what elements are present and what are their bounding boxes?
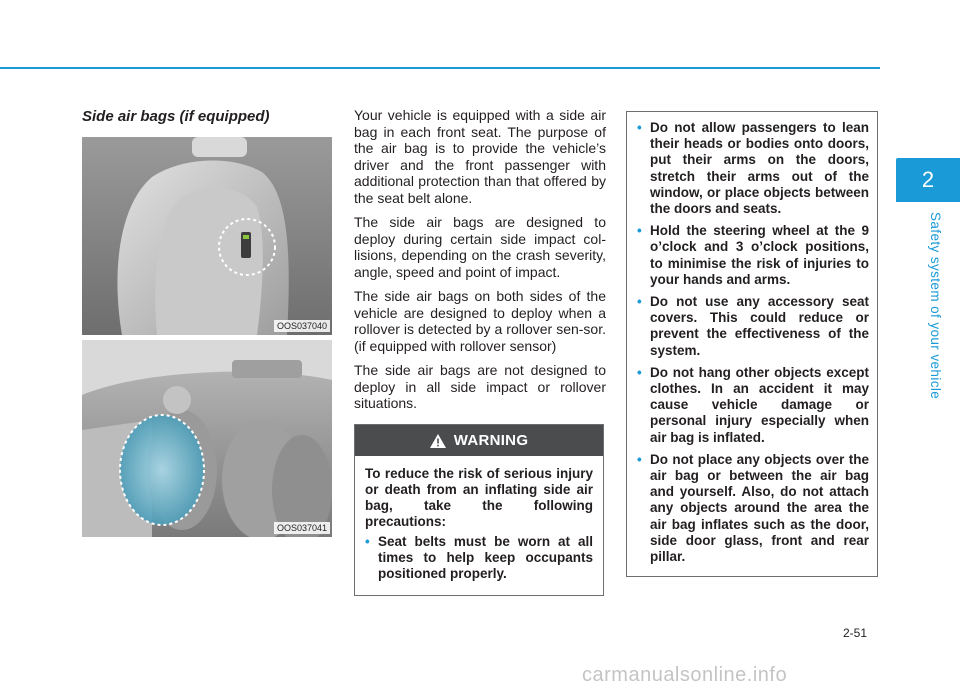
paragraph: Your vehicle is equipped with a side air bag in each front seat. The purpose of the air bag is to provide the vehicle’s driver and the front passenger with additional protection than that offered by the seat belt alone.	[354, 107, 606, 206]
paragraph: The side air bags on both sides of the vehicle are designed to deploy when a rollover is detected by a rollover sen-sor. (if equipped with rollover sensor)	[354, 288, 606, 354]
bullet-text: Do not use any accessory seat covers. This could reduce or prevent the effectiveness of the system.	[650, 294, 869, 358]
bullet-text: Hold the steering wheel at the 9 o’clock and 3 o’clock positions, to minimise the risk of injuries to your hands and arms.	[650, 223, 869, 287]
body-text	[354, 107, 606, 420]
bullet-icon: •	[637, 294, 642, 310]
list-item	[365, 534, 593, 582]
list-item	[637, 120, 869, 217]
bullet-icon: •	[637, 364, 642, 380]
warning-title: WARNING	[453, 432, 529, 449]
warning-header	[355, 425, 603, 456]
bullet-icon: •	[365, 534, 370, 549]
bullet-text: Do not allow passengers to lean their heads or bodies onto doors, put their arms on the doors, stretch their arms out of the window, or place objects between the doors and seats.	[650, 120, 869, 217]
bullet-icon: •	[637, 451, 642, 467]
warning-icon	[430, 434, 446, 448]
bullet-text: Do not hang other objects except clothes. In an accident it may cause vehicle damage or personal injury especially when air bag is inflated.	[650, 364, 869, 445]
list-item	[637, 294, 869, 359]
list-item	[637, 223, 869, 288]
warning-bullets	[365, 534, 593, 582]
warning-box	[354, 424, 604, 596]
bullet-icon: •	[637, 223, 642, 239]
precautions-box	[626, 111, 878, 577]
chapter-title: Safety system of your vehicle	[928, 212, 943, 400]
warning-body	[355, 456, 603, 582]
page-number: 2-51	[843, 626, 868, 640]
watermark: carmanualsonline.info	[582, 664, 788, 686]
bullet-text: Do not place any objects over the air bag or between the air bag and yourself. Also, do not attach any objects around the area the air bag inflates such as the door, side door glass, front and rear pillar.	[650, 451, 869, 565]
list-item	[637, 452, 869, 565]
bullet-icon: •	[637, 120, 642, 135]
header-rule	[0, 67, 880, 69]
figure-label: OOS037041	[274, 522, 330, 534]
bullet-text: Seat belts must be worn at all times to help keep occupants positioned properly.	[378, 534, 593, 581]
paragraph: The side air bags are designed to deploy during certain side impact col-lisions, depending on the crash severity, angle, speed and point of impact.	[354, 214, 606, 280]
figure-label: OOS037040	[274, 320, 330, 332]
section-title: Side air bags (if equipped)	[82, 108, 270, 125]
chapter-tab: 2	[896, 158, 960, 202]
precautions-list	[637, 120, 869, 565]
warning-intro: To reduce the risk of serious injury or death from an inflating side air bag, take the following precautions:	[365, 466, 593, 529]
cabin-airbag-figure	[82, 340, 332, 537]
seat-airbag-figure	[82, 137, 332, 335]
paragraph: The side air bags are not designed to deploy in all side impact or rollover situations.	[354, 362, 606, 411]
list-item	[637, 365, 869, 446]
